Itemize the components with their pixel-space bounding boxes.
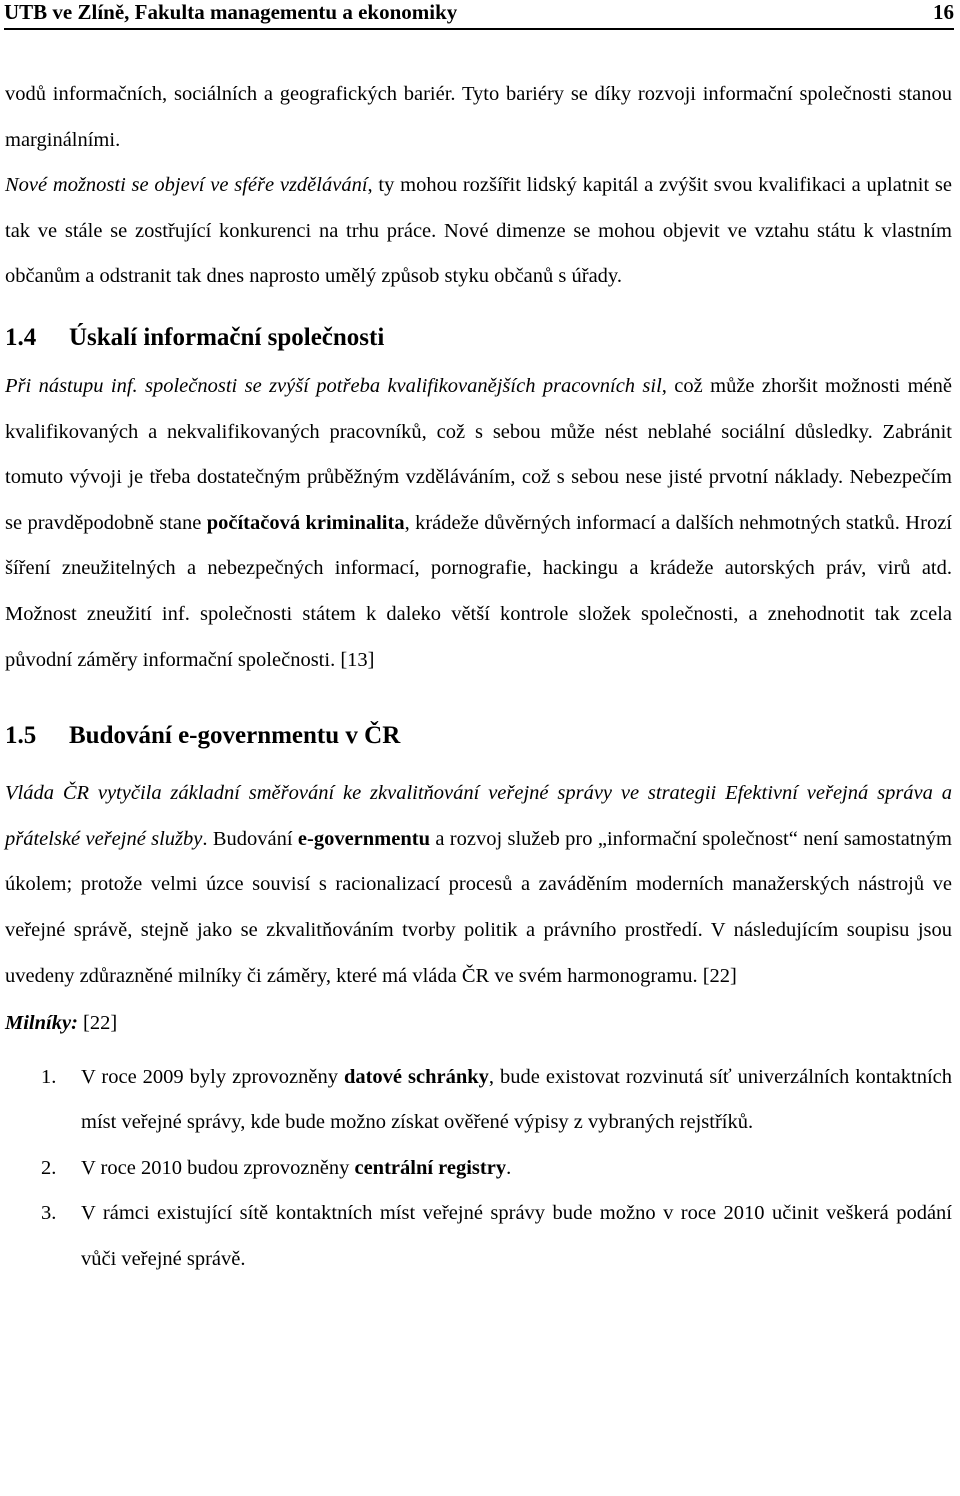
milestones-ref: [22] [77,1012,118,1035]
section-number: 1.5 [5,722,37,750]
milestones-label: Milníky: [5,1012,78,1035]
document-body [5,72,952,1283]
header-title: UTB ve Zlíně, Fakulta managementu a ekonomiky [4,0,458,24]
list-number: 1. [41,1065,57,1088]
list-number: 2. [41,1156,57,1179]
section-title: Budování e-governmentu v ČR [69,722,401,750]
section-title: Úskalí informační společnosti [69,323,385,351]
paragraph-egovernment: Vláda ČR vytyčila základní směřování ke zkvalitňování veřejné správy ve strategii Efektivní veřejná správa a přátelské veřejné služby. Budování e-governmentu a rozvoj služeb pro „informační společnost“ není samostatným úkolem; protože velmi úzce souvisí s racionalizací procesů a zaváděním moderních manažerských nástrojů ve veřejné správě, stejně jako se zkvalitňováním tvorby politik a právního prostředí. V následujícím soupisu jsou uvedeny zdůrazněné milníky či záměry, které má vláda ČR ve svém harmonogramu. [22] [5,782,953,987]
list-item: 1. V roce 2009 byly zprovozněny datové schránky, bude existovat rozvinutá síť univerzálních kontaktních míst veřejné správy, kde bude možno získat ověřené výpisy z vybraných rejstříků. [5,1055,952,1146]
section-number: 1.4 [5,323,37,351]
paragraph-risks: Při nástupu inf. společnosti se zvýší potřeba kvalifikovanějších pracovních sil, což může zhoršit možnosti méně kvalifikovaných a nekvalifikovaných pracovníků, což s sebou může nést neblahé sociální důsledky. Zabránit tomuto vývoji je třeba dostatečným průběžným vzděláváním, což s sebou nese jisté prvotní náklady. Nebezpečím se pravděpodobně stane počítačová kriminalita, krádeže důvěrných informací a dalších nehmotných statků. Hrozí šíření zneužitelných a nebezpečných informací, pornografie, hackingu a krádeže autorských práv, virů atd. Možnost zneužití inf. společnosti státem k daleko větší kontrole složek společnosti, a znehodnotit tak zcela původní záměry informační společnosti. [13] [5,374,952,671]
section-heading-1-4 [5,312,952,364]
page-header [4,0,954,30]
paragraph-intro: vodů informačních, sociálních a geografických bariér. Tyto bariéry se díky rozvoji informační společnosti stanou marginálními. [5,83,952,151]
milestones-heading [5,1001,952,1047]
italic-phrase: Nové možnosti se objeví ve sféře vzdělávání [5,174,368,197]
list-number: 3. [41,1202,57,1225]
bold-term: počítačová kriminalita [206,511,405,534]
bold-term: e-governmentu [297,827,430,850]
list-item: 2. V roce 2010 budou zprovozněny centrální registry. [5,1146,952,1192]
page-number: 16 [933,0,954,24]
italic-phrase: Při nástupu inf. společnosti se zvýší potřeba kvalifikovanějších pracovních sil [5,374,662,397]
bold-term: centrální registry [354,1156,507,1179]
milestones-list [5,1055,952,1283]
italic-phrase: Vláda ČR vytyčila základní směřování ke zkvalitňování veřejné správy ve strategii Efektivní veřejná správa a přátelské veřejné služby [5,782,952,850]
section-heading-1-5 [5,701,952,771]
bold-term: datové schránky [343,1065,489,1088]
paragraph-education: Nové možnosti se objeví ve sféře vzdělávání, ty mohou rozšířit lidský kapitál a zvýšit svou kvalifikaci a uplatnit se tak ve stále se zostřující konkurenci na trhu práce. Nové dimenze se mohou objevit ve vztahu státu k vlastním občanům a odstranit tak dnes naprosto umělý způsob styku občanů s úřady. [5,174,952,288]
list-item: 3. V rámci existující sítě kontaktních míst veřejné správy bude možno v roce 2010 učinit veškerá podání vůči veřejné správě. [5,1191,952,1282]
